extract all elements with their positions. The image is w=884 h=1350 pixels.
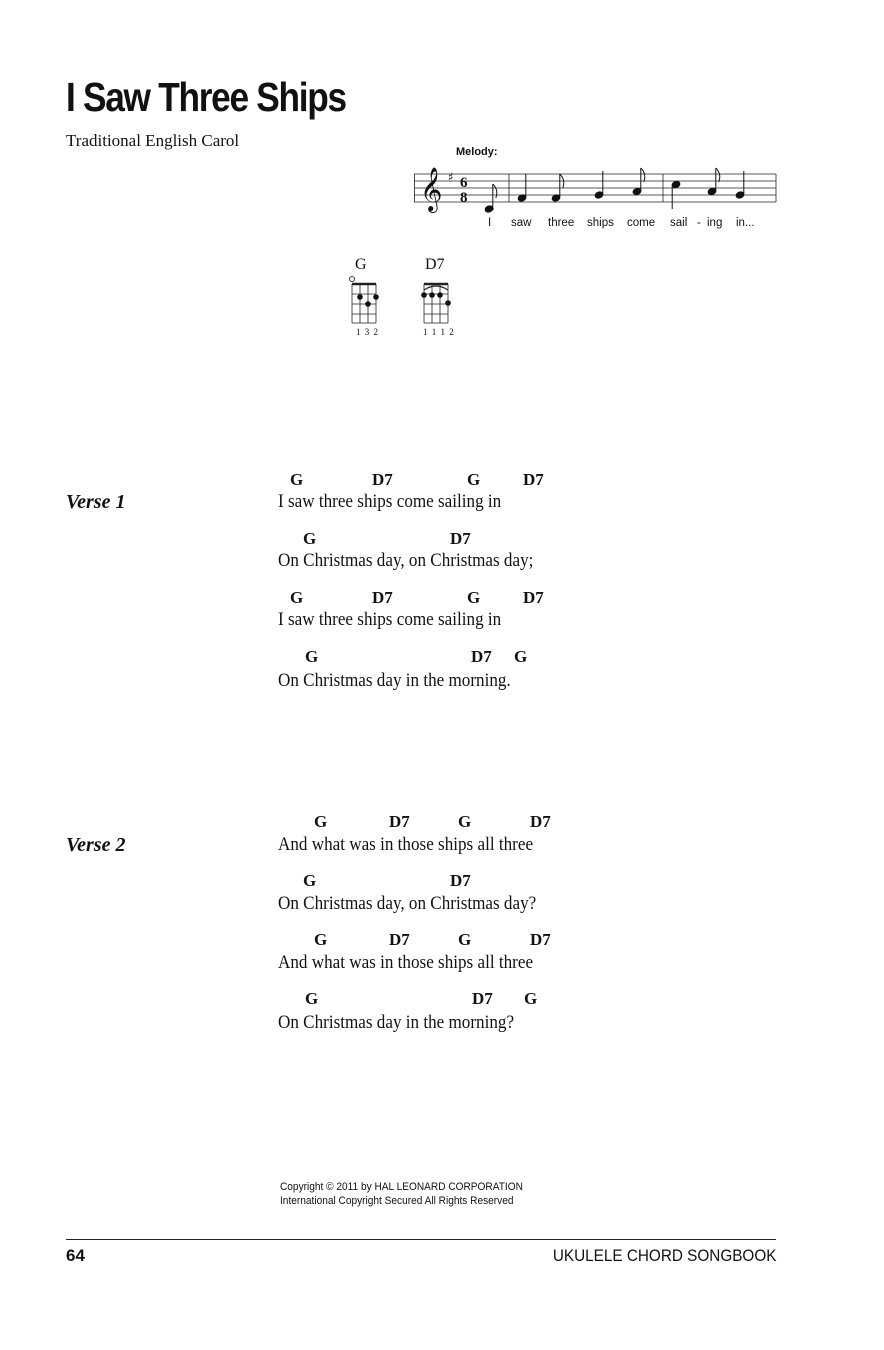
treble-clef-icon: 𝄞 xyxy=(420,167,443,211)
lyric-line: I saw three ships come sailing in xyxy=(278,491,502,512)
chord-symbol: D7 xyxy=(523,588,544,607)
melody-lyric: ing xyxy=(707,217,723,229)
melody-lyric: three xyxy=(548,217,575,229)
chord-symbol: G xyxy=(524,989,538,1008)
chord-symbol: G xyxy=(290,470,304,489)
chord-symbol: G xyxy=(514,647,528,666)
time-signature-top: 6 xyxy=(460,175,468,191)
lyric-line: On Christmas day, on Christmas day? xyxy=(278,893,537,914)
chord-diagram-name-d7: D7 xyxy=(425,256,445,273)
copyright-line-1: Copyright © 2011 by HAL LEONARD CORPORATION xyxy=(280,1181,523,1193)
chord-symbol: G xyxy=(303,871,317,890)
section-label-verse-2: Verse 2 xyxy=(66,834,126,856)
chord-symbol: D7 xyxy=(523,470,544,489)
section-label-verse-1: Verse 1 xyxy=(66,491,126,513)
sharp-icon: ♯ xyxy=(448,170,454,184)
lyric-line: I saw three ships come sailing in xyxy=(278,609,502,630)
song-subtitle: Traditional English Carol xyxy=(66,131,240,150)
chord-symbol: D7 xyxy=(389,812,410,831)
chord-symbol: G xyxy=(467,470,481,489)
chord-diagram-name-g: G xyxy=(355,256,367,273)
chord-symbol: G xyxy=(303,529,317,548)
melody-lyric: ships xyxy=(587,217,614,229)
lyric-line: On Christmas day in the morning? xyxy=(278,1012,515,1033)
chord-symbol: G xyxy=(305,647,319,666)
melody-lyric: in... xyxy=(736,217,755,229)
chord-symbol: D7 xyxy=(389,930,410,949)
melody-label: Melody: xyxy=(456,146,498,158)
footer-divider xyxy=(66,1239,776,1240)
chord-symbol: G xyxy=(458,812,472,831)
lyric-line: On Christmas day in the morning. xyxy=(278,670,511,691)
lyric-line: And what was in those ships all three xyxy=(278,952,534,973)
lyric-line: And what was in those ships all three xyxy=(278,834,534,855)
chord-symbol: G xyxy=(458,930,472,949)
melody-lyric: I xyxy=(488,217,492,229)
song-title: I Saw Three Ships xyxy=(66,74,346,120)
chord-symbol: D7 xyxy=(471,647,492,666)
chord-symbol: D7 xyxy=(530,930,551,949)
melody-lyric: sail xyxy=(670,217,688,229)
melody-lyric: - xyxy=(697,217,701,229)
chord-symbol: D7 xyxy=(372,588,393,607)
chord-symbol: G xyxy=(290,588,304,607)
copyright-line-2: International Copyright Secured All Rights Reserved xyxy=(280,1195,514,1207)
chord-symbol: D7 xyxy=(372,470,393,489)
chord-diagram-d7 xyxy=(418,275,454,325)
chord-symbol: G xyxy=(314,930,328,949)
chord-diagram-fingering-d7: 1 1 1 2 xyxy=(423,327,455,337)
chord-symbol: D7 xyxy=(472,989,493,1008)
chord-symbol: G xyxy=(314,812,328,831)
melody-lyric: saw xyxy=(511,217,532,229)
chord-diagram-g xyxy=(346,275,382,325)
chord-symbol: D7 xyxy=(530,812,551,831)
melody-lyric: come xyxy=(627,217,656,229)
book-title: UKULELE CHORD SONGBOOK xyxy=(552,1246,776,1265)
chord-symbol: D7 xyxy=(450,871,471,890)
melody-staff xyxy=(414,160,780,242)
time-signature-bottom: 8 xyxy=(460,190,468,206)
chord-symbol: G xyxy=(467,588,481,607)
lyric-line: On Christmas day, on Christmas day; xyxy=(278,550,534,571)
chord-symbol: G xyxy=(305,989,319,1008)
page-number: 64 xyxy=(66,1246,85,1265)
chord-diagram-fingering-g: 1 3 2 xyxy=(356,327,379,337)
chord-symbol: D7 xyxy=(450,529,471,548)
